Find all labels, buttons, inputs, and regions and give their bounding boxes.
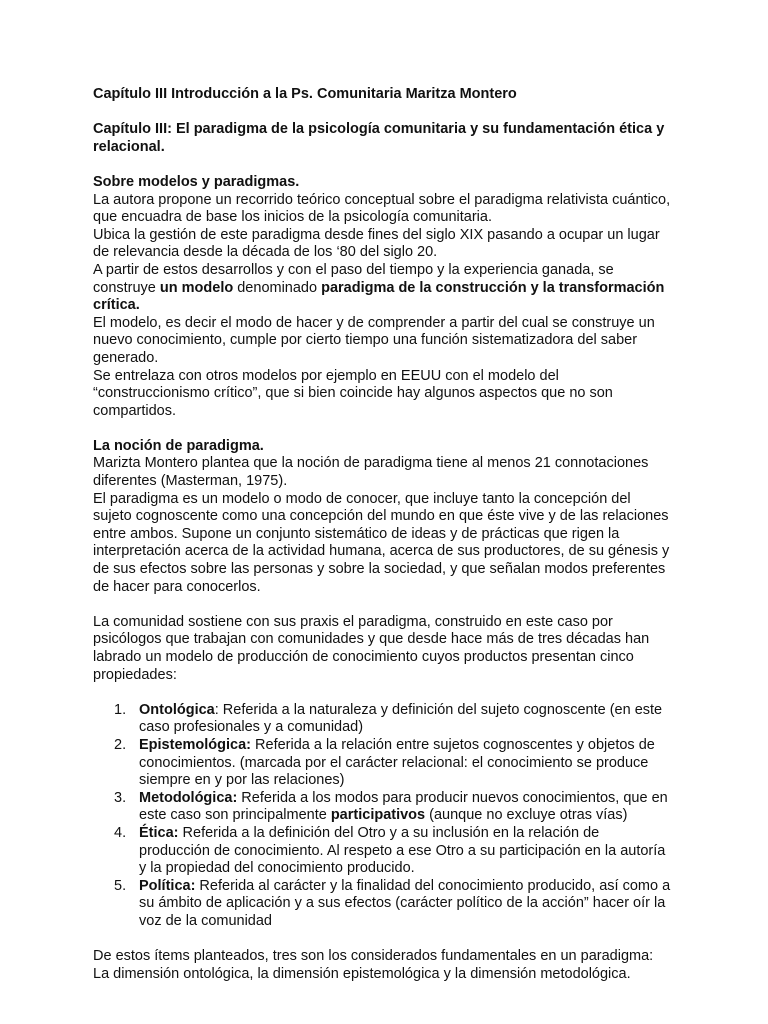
list-text: Referida a la definición del Otro y a su inclusión en la relación de producción de conocimiento. Al respeto a ese Otro a su participación en la autoría y la propiedad del conocimiento producido. — [139, 824, 666, 877]
paragraph: Ubica la gestión de este paradigma desde fines del siglo XIX pasando a ocupar un lugar de relevancia desde la década de los ‘80 del siglo 20. — [93, 226, 660, 261]
paragraph: La comunidad sostiene con sus praxis el paradigma, construido en este caso por psicólogos que trabajan con comunidades y que desde hace más de tres décadas han labrado un modelo de producción de conocimiento cuyos productos presentan cinco propiedades: — [93, 613, 650, 683]
list-text: (aunque no excluye otras vías) — [425, 807, 628, 824]
list-term: Ontológica — [139, 701, 215, 718]
list-text: Referida a los modos para producir nuevos conocimientos, que en este caso son principalmente — [139, 789, 668, 824]
paragraph: El paradigma es un modelo o modo de conocer, que incluye tanto la concepción del sujeto cognoscente como una concepción del mundo en que éste vive y de las relaciones entre ambos. Supone un conjunto sistemático de ideas y de prácticas que rigen la interpretación acerca de la actividad humana, acerca de sus productores, de su génesis y de sus efectos sobre las personas y sobre la sociedad, y que señalan modos preferentes de hacer para conocerlos. — [93, 490, 670, 595]
list-item — [93, 790, 673, 825]
list-term: Epistemológica: — [139, 736, 251, 753]
list-term: Política: — [139, 877, 196, 894]
paragraph — [93, 262, 673, 315]
section-heading-paradigm: La noción de paradigma. — [93, 437, 264, 454]
chapter-subtitle: Capítulo III: El paradigma de la psicología comunitaria y su fundamentación ética y relacional. — [93, 121, 665, 155]
paragraph: Se entrelaza con otros modelos por ejemplo en EEUU con el modelo del “construccionismo crítico”, que si bien coincide hay algunos aspectos que no son compartidos. — [93, 367, 613, 419]
list-number: 2. — [114, 736, 127, 753]
list-term: Ética: — [139, 824, 179, 841]
closing-paragraph: De estos ítems planteados, tres son los considerados fundamentales en un paradigma: La dimensión ontológica, la dimensión epistemológica y la dimensión metodológica. — [93, 948, 654, 982]
paragraph-text: denominado — [233, 279, 322, 296]
list-text: Referida al carácter y la finalidad del conocimiento producido, así como a su ámbito de aplicación y a sus efectos (carácter político de la acción” hacer oír la voz de la comunidad — [139, 877, 671, 929]
document-page — [93, 86, 673, 983]
list-bold: participativos — [330, 807, 426, 824]
paragraph: La autora propone un recorrido teórico conceptual sobre el paradigma relativista cuántico, que encuadra de base los inicios de la psicología comunitaria. — [93, 191, 671, 226]
list-item — [93, 825, 673, 878]
list-number: 5. — [114, 877, 127, 894]
bold-term: paradigma de la construcción y la transformación crítica. — [93, 279, 665, 314]
list-item — [93, 878, 673, 931]
list-number: 1. — [114, 701, 127, 718]
properties-list — [93, 702, 673, 931]
list-item — [93, 702, 673, 737]
list-text: : Referida a la naturaleza y definición del sujeto cognoscente (en este caso profesionales y a comunidad) — [139, 701, 663, 736]
chapter-title: Capítulo III Introducción a la Ps. Comunitaria Maritza Montero — [93, 86, 517, 102]
bold-term: un modelo — [159, 279, 234, 296]
paragraph-text: A partir de estos desarrollos y con el paso del tiempo y la experiencia ganada, se construye — [93, 261, 614, 296]
paragraph: Marizta Montero plantea que la noción de paradigma tiene al menos 21 connotaciones diferentes (Masterman, 1975). — [93, 455, 649, 490]
paragraph: El modelo, es decir el modo de hacer y de comprender a partir del cual se construye un nuevo conocimiento, cumple por cierto tiempo una función sistematizadora del saber generado. — [93, 314, 655, 366]
section-heading-models: Sobre modelos y paradigmas. — [93, 173, 300, 190]
list-number: 4. — [114, 824, 127, 841]
list-item — [93, 737, 673, 790]
list-text: Referida a la relación entre sujetos cognoscentes y objetos de conocimientos. (marcada por el carácter relacional: el conocimiento se produce siempre en y por las relaciones) — [139, 736, 655, 789]
list-number: 3. — [114, 789, 127, 806]
list-term: Metodológica: — [139, 789, 238, 806]
